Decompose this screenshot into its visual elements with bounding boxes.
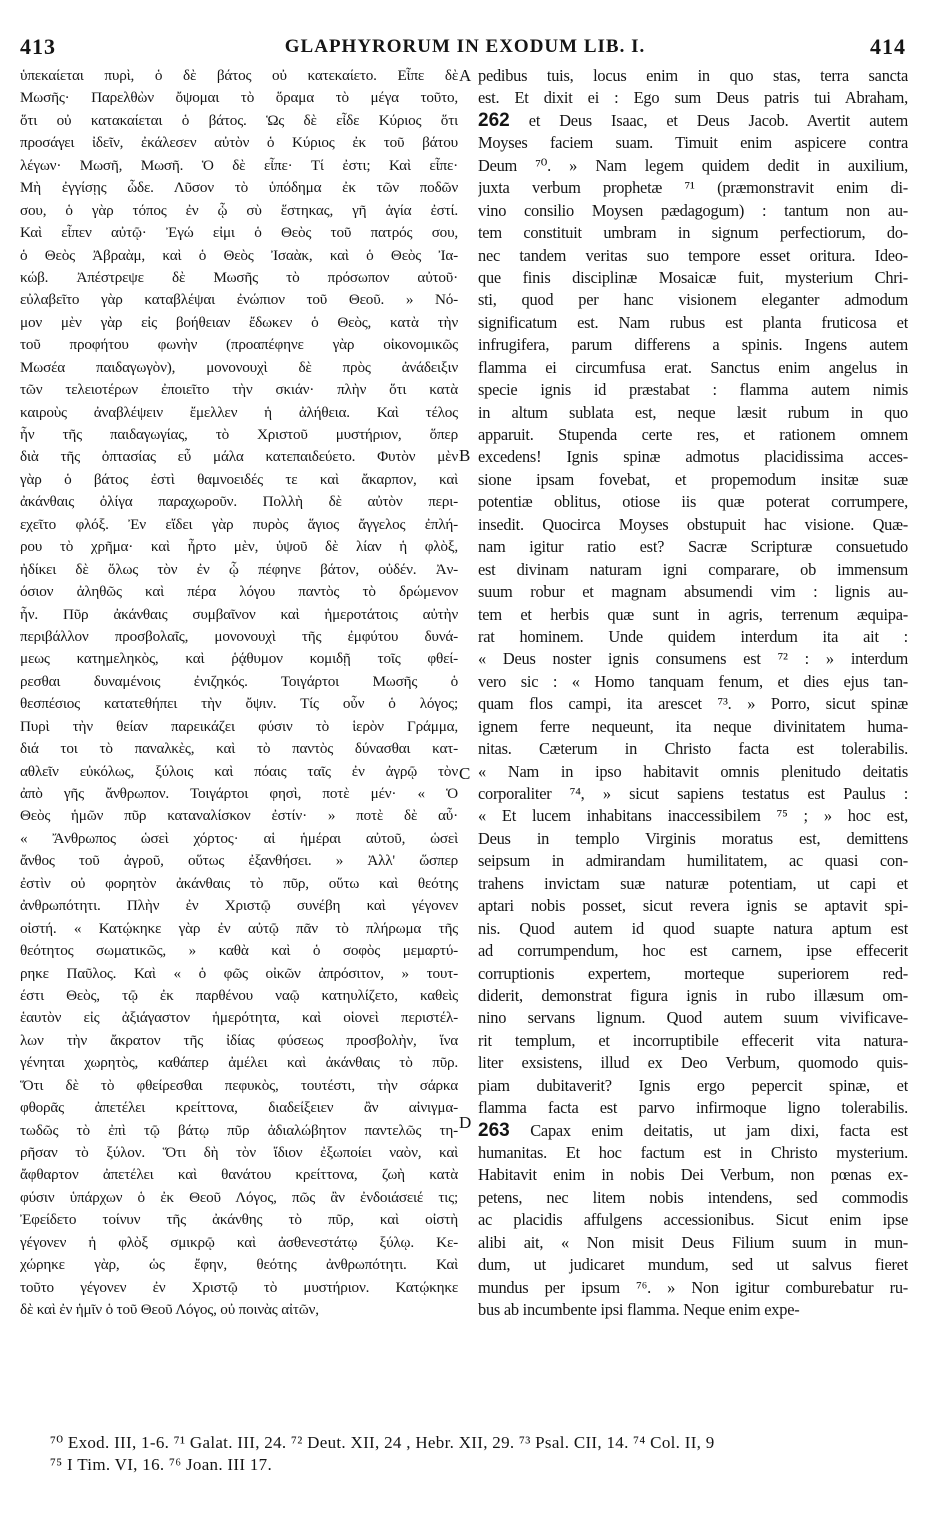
greek-text-line: γὰρ ὁ βάτος ἐστὶ θαμνοειδές τε καὶ ἄκαρπον, καὶ	[20, 470, 458, 488]
latin-text-line: specie ignis id præstabat : flamma autem nimis	[478, 380, 908, 400]
latin-text-line: vero sic : « Homo tanquam fenum, et dies ejus tan-	[478, 671, 908, 691]
latin-text-line: que finis disciplinæ Mosaicæ fuit, mysterium Chri-	[478, 267, 908, 287]
column-number-marker: 263	[478, 1119, 510, 1141]
running-title: GLAPHYRORUM IN EXODUM LIB. I.	[284, 36, 646, 57]
margin-letter-a: A	[459, 66, 472, 85]
greek-text-line: θεσπέσιος κατατεθήπει τὴν ὄψιν. Τίς οὖν ὁ λόγος;	[20, 695, 458, 713]
latin-text-line: « Nam in ipso habitavit omnis plenitudo deitatis	[478, 761, 908, 781]
greek-text-line: ἠδίκει δὲ ὅλως τὸν ἐν ᾧ πέφηνε βάτον, οὐδέν. Ἀν-	[20, 560, 458, 578]
greek-text-line: ὁ Θεὸς Ἀβραὰμ, καὶ ὁ Θεὸς Ἰσαὰκ, καὶ ὁ Θεὸς Ἰα-	[20, 246, 458, 264]
greek-text-line: ἦν τῆς παιδαγωγίας, τὸ Χριστοῦ μυστήριον, ὅπερ	[20, 426, 458, 443]
latin-text-line: sione ipsam fovebat, et propemodum insitæ suæ	[478, 469, 908, 489]
greek-text-line: καιροὺς ἀναβλέψειν ἔμελλεν ἡ ἀλήθεια. Καὶ τέλος	[20, 403, 458, 421]
latin-text-line: « Et lucem inhabitans inaccessibilem ⁷⁵ ; » hoc est,	[478, 806, 908, 826]
latin-text-line: excedens! Ignis spinæ admotus placidissima acces-	[478, 447, 908, 467]
greek-text-line: περιβάλλον προσβολαῖς, μονονουχὶ τῆς ἐμφύτου δυνά-	[20, 627, 458, 645]
latin-text-line: apparuit. Stupenda certe res, et rationem omnem	[478, 425, 908, 444]
footnote-line: ⁷⁵ I Tim. VI, 16. ⁷⁶ Joan. III 17.	[50, 1455, 273, 1474]
latin-text-line: Habitavit enim in nobis Dei Verbum, non pœnas ex-	[478, 1165, 908, 1185]
greek-text-line: ἄφθαρτον ἀπετέλει καὶ θανάτου κρείττονα, ζωὴ κατὰ	[20, 1166, 458, 1184]
greek-text-line: διὰ τῆς ὀπτασίας εὖ μάλα κατεπαιδεύετο. Φυτὸν μὲν	[20, 448, 458, 466]
greek-text-line: μον μὲν γὰρ εἰς βοήθειαν ἔδωκεν ὁ Θεὸς, κατὰ τὴν	[20, 313, 458, 331]
latin-text-line: 263 Capax enim deitatis, ut jam dixi, facta est	[478, 1119, 908, 1141]
latin-text-line: ad corrumpendum, hoc est carnem, ipse effecerit	[478, 941, 908, 961]
latin-text-line: bus ab incumbente ipsi flamma. Neque enim expe-	[478, 1300, 800, 1320]
greek-text-line: έστι Θεὸς, τῷ ἐκ παρθένου ναῷ κατηυλίζετο, καθεὶς	[20, 986, 458, 1004]
latin-text-line: Deus in templo Virginis moratus est, demittens	[478, 828, 908, 848]
page-number-right: 414	[870, 34, 906, 59]
latin-text-line: juxta verbum prophetæ ⁷¹ (præmonstravit enim di-	[478, 178, 908, 198]
greek-text-line: εὐλαβεῖτο γὰρ καταβλέψαι ἐνώπιον τοῦ Θεοῦ. » Νό-	[20, 291, 458, 309]
latin-text-line: tem et herbis quæ sunt in agris, terrenum æquipa-	[478, 604, 908, 624]
greek-text-line: ρῆσαν τὸ ξύλον. Ὅτι δὴ τὸν ἴδιον ἐξωποίει ναὸν, καὶ	[20, 1144, 458, 1161]
greek-text-line: τωδῶς τὸ ἐπὶ τῷ βάτῳ πῦρ ἀδιαλώβητον παντελῶς τη-	[20, 1121, 458, 1139]
latin-text-line: aptari nobis posset, sicut revera ignis se aptavit spi-	[478, 896, 908, 916]
greek-text-line: αθλεῖν εὐκόλως, ξύλοις καὶ πόαις ταῖς ἐν ἀγρῷ τὸν	[20, 762, 458, 780]
latin-text-line: humanitas. Et hoc factum est in Christo mysterium.	[478, 1143, 908, 1162]
margin-letter-d: D	[459, 1113, 472, 1132]
latin-text-line: trahens invictam suæ naturæ potentiam, ut capi et	[478, 873, 908, 893]
latin-text-line: nam igitur ratio est? Sacræ Scripturæ consuetudo	[478, 537, 908, 557]
latin-text-line: liter exsistens, illud ex Deo Verbum, quomodo quis-	[478, 1053, 908, 1073]
greek-text-line: τοῦτο γέγονεν ἐν Χριστῷ τὸ μυστήριον. Κατῴκηκε	[20, 1278, 458, 1296]
latin-text-line: pedibus tuis, locus enim in quo stas, terra sancta	[478, 66, 908, 85]
greek-text-line: Ὅτι δὲ τὸ φθείρεσθαι πεφυκὸς, τουτέστι, τὴν σάρκα	[20, 1076, 458, 1094]
latin-text-line: diderit, demonstrat figura ignis in rubo illæsum om-	[478, 985, 908, 1005]
greek-text-line: Θεὸς ἡμῶν πῦρ καταναλίσκον ἐστίν· » ποτὲ δὲ αὖ·	[20, 807, 458, 825]
greek-text-line: ρηκε Παῦλος. Καὶ « ὁ φῶς οἰκῶν ἀπρόσιτον, » τουτ-	[20, 964, 458, 982]
greek-text-line: τῶν τελειοτέρων ἐποιεῖτο τὴν σκιάν· πλὴν ὅτι κατὰ	[20, 381, 458, 399]
margin-letter-b: B	[459, 446, 471, 465]
latin-text-line: potentiæ oblitus, otiose iis quæ poterat corrumpere,	[478, 492, 908, 512]
latin-text-line: nitas. Cæterum in Christo facta est tolerabilis.	[478, 739, 908, 759]
greek-text-line: γένηται χωρητὸς, καθάπερ ἀμέλει καὶ ἀκάνθαις τὸ πῦρ.	[20, 1054, 458, 1072]
latin-text-column	[478, 65, 908, 1322]
latin-text-line: flamma ei circumfusa erat. Sanctus enim angelus in	[478, 357, 908, 377]
greek-text-line: ἀκάνθαις ὀλίγα παραχωροῦν. Πολλὴ δὲ αὐτὸν περι-	[20, 493, 458, 511]
greek-text-line: ρεσθαι δυναμένοις ἐνιζηκός. Τοιγάρτοι Μωσῆς ὁ	[20, 672, 458, 690]
greek-text-line: « Ἄνθρωπος ὡσεὶ χόρτος· αἱ ἡμέραι αὐτοῦ, ὡσεὶ	[20, 829, 458, 847]
greek-text-line: ἦν. Πῦρ ἀκάνθαις συμβαῖνον καὶ ἡμεροτάτοις αὐτὴν	[20, 605, 458, 623]
column-number-marker: 262	[478, 109, 510, 131]
latin-text-line: suum robur et magnam absumendi vim : lignis au-	[478, 582, 908, 602]
greek-text-line: λέγων· Μωσῆ, Μωσῆ. Ὁ δὲ εἶπε· Τί ἐστι; Καὶ εἶπε·	[20, 156, 458, 174]
greek-text-line: τοῦ προφήτου φωνὴν (προαπέφηνε γὰρ οἰκονομικῶς	[20, 336, 458, 354]
latin-text-line: seipsum in admirandam humilitatem, ac quasi con-	[478, 851, 908, 871]
greek-text-line: Πυρὶ τὴν θείαν παρεικάζει φύσιν τὸ ἱερὸν Γράμμα,	[20, 717, 458, 735]
footnotes	[50, 1432, 910, 1476]
latin-text-line: dum, ut judicaret mundum, sed ut salvus fieret	[478, 1255, 908, 1275]
latin-text-line: quam flos campi, ita arescet ⁷³. » Porro, sicut spinæ	[478, 694, 908, 714]
latin-text-line: Deum ⁷⁰. » Nam legem quidem dedit in auxilium,	[478, 155, 908, 175]
greek-text-line: δὲ καὶ ἐν ἡμῖν ὁ τοῦ Θεοῦ Λόγος, οὐ ποινὰς αἰτῶν,	[20, 1301, 319, 1319]
greek-text-line: χώρηκε γὰρ, ὡς ἔφην, θεότης ἀνθρωπότητι. Καὶ	[20, 1256, 458, 1274]
latin-text-line: est. Et dixit ei : Ego sum Deus patris tui Abraham,	[478, 88, 908, 108]
greek-text-line: ρου τὸ χρῆμα· καὶ ἦρτο μὲν, ὑψοῦ δὲ λίαν ἡ φλὸξ,	[20, 538, 458, 556]
latin-text-line: ignem ferre nequeunt, ita neque divinitatem huma-	[478, 716, 908, 736]
greek-text-line: γέγονεν ἡ φλὸξ σμικρῷ καὶ ἀσθενεστάτῳ ξύλῳ. Κε-	[20, 1233, 458, 1251]
latin-text-line: vino consilio Moysen pædagogum) : tantum non au-	[478, 200, 908, 220]
page-header	[0, 28, 930, 58]
greek-text-line: φύσιν ὑπάρχων ὁ ἐκ Θεοῦ Λόγος, πῶς ἂν ἐνδοιάσειέ τις;	[20, 1188, 458, 1206]
latin-text-line: corruptionis expertem, morteque superiorem red-	[478, 963, 908, 983]
greek-text-line: οἰστή. « Κατῴκηκε γὰρ ἐν αὐτῷ πᾶν τὸ πλήρωμα τῆς	[20, 919, 458, 937]
latin-text-line: rat hominem. Unde quidem interdum ita ait :	[478, 626, 908, 646]
latin-text-line: est divinam naturam igni comparare, ob immensum	[478, 559, 908, 579]
latin-text-line: tem constituit umbram in signum perfectiorum, do-	[478, 223, 908, 243]
page-number-left: 413	[20, 34, 56, 59]
latin-text-line: « Deus noster ignis consumens est ⁷² : » interdum	[478, 649, 908, 669]
greek-text-line: Μωσέα παιδαγωγὸν), μονονουχὶ δὲ πρὸς ἀνάδειξιν	[20, 358, 458, 376]
footnote-line: ⁷⁰ Exod. III, 1-6. ⁷¹ Galat. III, 24. ⁷² Deut. XII, 24 , Hebr. XII, 29. ⁷³ Psal. CII, 14. ⁷⁴ Col. II, 9	[50, 1433, 715, 1452]
greek-text-line: Μωσῆς· Παρελθὼν ὄψομαι τὸ ὅραμα τὸ μέγα τοῦτο,	[20, 89, 458, 107]
greek-text-line: Μὴ ἐγγίσῃς ὧδε. Λῦσον τὸ ὑπόδημα ἐκ τῶν ποδῶν	[20, 179, 458, 197]
greek-text-line: θεότητος σωματικῶς, » καθὰ καὶ ὁ σοφὸς μεμαρτύ-	[20, 942, 458, 960]
greek-text-line: όσιον ἀληθῶς καὶ πέρα λόγου παντὸς τὸ δρώμενον	[20, 583, 458, 601]
greek-text-line: μεως κατημεληκὸς, καὶ ῥᾴθυμον κομιδῇ τοῖς φθεί-	[20, 650, 458, 668]
latin-text-line: 262 et Deus Isaac, et Deus Jacob. Avertit autem	[478, 109, 908, 131]
greek-text-line: σου, ὁ γὰρ τόπος ἐν ᾧ σὺ ἕστηκας, γῆ ἁγία ἐστί.	[20, 201, 458, 219]
greek-text-line: κώβ. Ἀπέστρεψε δὲ Μωσῆς τὸ πρόσωπον αὐτοῦ·	[20, 268, 458, 286]
greek-text-column	[20, 65, 458, 1322]
latin-text-line: alibi ait, « Non misit Deus Filium suum in mun-	[478, 1232, 908, 1252]
greek-text-line: ὑπεκαίεται πυρὶ, ὁ δὲ βάτος οὐ κατεκαίετο. Εἶπε δὲ	[20, 67, 458, 84]
latin-text-line: significatum est. Nam rubus est planta fruticosa et	[478, 312, 908, 332]
latin-text-line: nec tandem veritas suo tempore esset oritura. Ideo-	[478, 245, 908, 265]
latin-text-line: Moyses faciem suam. Timuit enim aspicere contra	[478, 133, 908, 153]
latin-text-line: infrugifera, parum differens a spinis. Ingens autem	[478, 335, 908, 355]
margin-letter-c: C	[459, 764, 471, 783]
greek-text-line: Ἐφείδετο τοίνυν τῆς ἀκάνθης τὸ πῦρ, καὶ οἰστὴ	[20, 1211, 458, 1229]
greek-text-line: διά τοι τὸ παναλκὲς, καὶ τὸ παντὸς δύνασθαι κατ-	[20, 740, 458, 758]
greek-text-line: ἄνθος τοῦ ἀγροῦ, οὕτως ἐξανθήσει. » Ἀλλ' ὥσπερ	[20, 852, 458, 870]
greek-text-line: προσάγει ἰδεῖν, ἐκάλεσεν αὐτὸν ὁ Κύριος ἐκ τοῦ βάτου	[20, 134, 458, 152]
greek-text-line: ἐστὶν οὐ φορητὸν ἀκάνθαις τὸ πῦρ, οὕτω καὶ θεότης	[20, 874, 458, 892]
latin-text-line: sti, quod per hanc visionem eleganter admodum	[478, 290, 908, 310]
latin-text-line: petens, nec litem nobis intendens, sed commodis	[478, 1187, 908, 1207]
greek-text-line: ἀνθρωπότητι. Πλὴν ἐν Χριστῷ συνέβη καὶ γέγονεν	[20, 897, 458, 915]
latin-text-line: corporaliter ⁷⁴, » sicut sapiens testatus est Paulus :	[478, 784, 908, 803]
greek-text-line: φθορᾶς ἀπετέλει κρείττονα, διαδείξειεν ἂν αἰνιγμα-	[20, 1099, 458, 1117]
latin-text-line: piam dubitaverit? Ignis ergo pepercit spinæ, et	[478, 1075, 908, 1095]
latin-text-line: mundus per ipsum ⁷⁶. » Non igitur comburebatur ru-	[478, 1277, 908, 1297]
greek-text-line: ἑαυτὸν εἰς ἀξιάγαστον ἡμερότητα, καὶ οἱονεὶ περιστέλ-	[20, 1009, 458, 1027]
latin-text-line: insedit. Quocirca Moyses obstupuit hac visione. Quæ-	[478, 514, 908, 534]
latin-text-line: flamma facta est parvo infirmoque ligno tolerabilis.	[478, 1098, 908, 1118]
latin-text-line: rit templum, et incorruptibile effecerit vita natura-	[478, 1030, 908, 1050]
latin-text-line: ac placidis affulgens accessionibus. Sicut enim ipse	[478, 1210, 908, 1230]
latin-text-line: nino servans lignum. Quod autem suum vivificave-	[478, 1008, 908, 1028]
greek-text-line: ἀπὸ γῆς ἄνθρωπον. Τοιγάρτοι φησὶ, ποτὲ μέν· « Ὁ	[20, 785, 458, 802]
greek-text-line: Καὶ εἶπεν αὐτῷ· Ἐγώ εἰμι ὁ Θεὸς τοῦ πατρός σου,	[20, 224, 458, 242]
greek-text-line: λων τὴν ἄκρατον τῆς ἰδίας φύσεως προσβολὴν, ἵνα	[20, 1031, 458, 1049]
greek-text-line: ὅτι οὐ κατακαίεται ὁ βάτος. Ὡς δὲ εἶδε Κύριος ὅτι	[20, 111, 458, 129]
greek-text-line: εχεῖτο φλόξ. Ἐν εἴδει γὰρ πυρὸς ἅγιος ἄγγελος ἐπλή-	[20, 515, 458, 533]
latin-text-line: nis. Quod autem id quod suapte natura aptum est	[478, 918, 908, 938]
latin-text-line: in altum sublata est, neque læsit rubum in quo	[478, 402, 908, 422]
